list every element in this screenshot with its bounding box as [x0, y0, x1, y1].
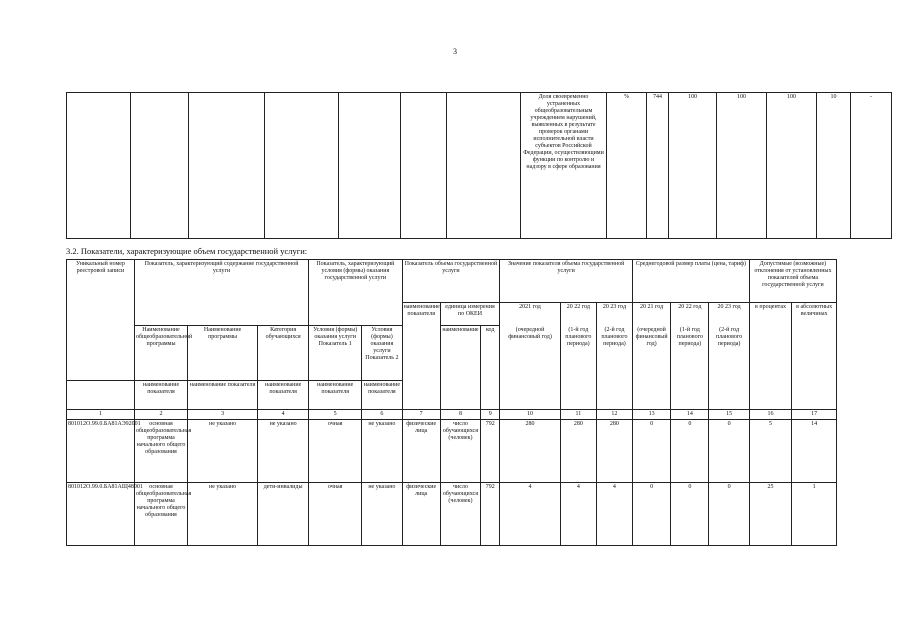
column-number-cell: 17: [792, 410, 837, 420]
column-number-cell: 2: [134, 410, 187, 420]
table-row: [67, 420, 837, 483]
data-cell: не указано: [188, 420, 258, 483]
column-number-cell: 1: [67, 410, 135, 420]
indicator-name-sub-header: наименование показателя: [134, 381, 187, 410]
year-2-sub-header: (1-й год планового периода): [560, 326, 596, 410]
indicator-name-sub-header: наименование показателя: [188, 381, 258, 410]
data-cell: 1: [792, 483, 837, 546]
data-cell: 280: [500, 420, 561, 483]
data-cell: 0: [632, 483, 670, 546]
program-name-header: Наименование общеобразовательной программы: [134, 326, 187, 381]
data-cell: 14: [792, 420, 837, 483]
column-number-cell: 16: [749, 410, 791, 420]
data-cell: физические лица: [402, 420, 440, 483]
deviation-percent-header: в процентах: [749, 303, 791, 410]
column-number-cell: 4: [258, 410, 309, 420]
fee-year-1-sub-header: (очередной финансовый год): [632, 326, 670, 410]
student-category-header: Категория обучающихся: [258, 326, 309, 381]
content-indicator-header: Показатель, характеризующий содержание государственной услуги: [134, 260, 308, 326]
header-row: [67, 260, 837, 303]
data-cell: не указано: [362, 420, 402, 483]
year-3-sub-header: (2-й год планового периода): [596, 326, 632, 410]
data-cell: 280: [596, 420, 632, 483]
data-cell: 792: [481, 483, 500, 546]
deviation-pct-cell: 10: [817, 93, 851, 239]
data-cell: не указано: [258, 420, 309, 483]
fee-year-3-header: 20 23 год: [709, 303, 749, 326]
data-cell: очная: [309, 483, 362, 546]
column-number-cell: 8: [440, 410, 480, 420]
empty-cell: [67, 381, 135, 410]
data-cell: физические лица: [402, 483, 440, 546]
data-cell: 4: [596, 483, 632, 546]
table-row: [67, 93, 892, 239]
data-cell: 0: [709, 420, 749, 483]
data-cell: 0: [671, 483, 709, 546]
unit-cell: %: [607, 93, 647, 239]
header-row: [67, 326, 837, 381]
volume-table: [66, 259, 837, 546]
data-cell: 25: [749, 483, 791, 546]
table-row: [67, 483, 837, 546]
data-cell: 0: [671, 420, 709, 483]
page-number: 3: [453, 47, 457, 56]
volume-value-header: Значение показателя объема государственной услуги: [500, 260, 633, 303]
data-cell: 792: [481, 420, 500, 483]
condition-2-header: Условия (формы) оказания услуги Показатель 2: [362, 326, 402, 381]
year-2-header: 20 22 год: [560, 303, 596, 326]
column-number-cell: 9: [481, 410, 500, 420]
column-number-cell: 12: [596, 410, 632, 420]
data-cell: 5: [749, 420, 791, 483]
volume-indicator-header: Показатель объема государственной услуги: [402, 260, 500, 303]
value-cell: 100: [767, 93, 817, 239]
column-numbers-row: [67, 410, 837, 420]
indicator-name-sub-header: наименование показателя: [258, 381, 309, 410]
indicator-name-header: наименование показателя: [402, 303, 440, 410]
value-cell: 100: [717, 93, 767, 239]
data-cell: 4: [500, 483, 561, 546]
unit-name-header: наименование: [440, 326, 480, 410]
deviation-absolute-header: в абсолютных величинах: [792, 303, 837, 410]
column-number-cell: 10: [500, 410, 561, 420]
fee-year-2-header: 20 22 год: [671, 303, 709, 326]
registry-number-cell: 801012О.99.0.БА81АЩ48001: [67, 483, 135, 546]
indicator-name-sub-header: наименование показателя: [309, 381, 362, 410]
fee-year-2-sub-header: (1-й год планового периода): [671, 326, 709, 410]
column-number-cell: 5: [309, 410, 362, 420]
data-cell: дети-инвалиды: [258, 483, 309, 546]
data-cell: 0: [709, 483, 749, 546]
column-number-cell: 11: [560, 410, 596, 420]
column-number-cell: 15: [709, 410, 749, 420]
year-1-sub-header: (очередной финансовый год): [500, 326, 561, 410]
data-cell: число обучающихся (человек): [440, 483, 480, 546]
conditions-indicator-header: Показатель, характеризующий условия (формы) оказания государственной услуги: [309, 260, 402, 326]
registry-number-cell: 801012О.99.0.БА81АЭ92001: [67, 420, 135, 483]
data-cell: не указано: [188, 483, 258, 546]
program-header: Наименование программы: [188, 326, 258, 381]
data-cell: 4: [560, 483, 596, 546]
year-3-header: 20 23 год: [596, 303, 632, 326]
data-cell: 0: [632, 420, 670, 483]
fee-year-3-sub-header: (2-й год планового периода): [709, 326, 749, 410]
unique-number-header: Уникальный номер реестровой записи: [67, 260, 135, 381]
data-cell: 280: [560, 420, 596, 483]
data-cell: не указано: [362, 483, 402, 546]
column-number-cell: 7: [402, 410, 440, 420]
column-number-cell: 3: [188, 410, 258, 420]
deviation-header: Допустимые (возможные) отклонения от установленных показателей объема государственной услуги: [749, 260, 836, 303]
indicator-cell: Доля своевременно устраненных общеобразовательным учреждением нарушений, выявленных в результате проверок органами исполнительной власти субъектов Российской Федерации, осуществляющими функции по контролю и надзору в сфере образования: [521, 93, 607, 239]
data-cell: основная общеобразовательная программа начального общего образования: [134, 483, 187, 546]
quality-table-continuation: [66, 92, 892, 239]
code-cell: 744: [647, 93, 669, 239]
column-number-cell: 13: [632, 410, 670, 420]
unit-okei-header: единица измерения по ОКЕИ: [440, 303, 499, 326]
unit-code-header: код: [481, 326, 500, 410]
column-number-cell: 14: [671, 410, 709, 420]
data-cell: очная: [309, 420, 362, 483]
year-1-header: 2021 год: [500, 303, 561, 326]
condition-1-header: Условия (формы) оказания услуги Показатель 1: [309, 326, 362, 381]
section-title: 3.2. Показатели, характеризующие объем государственной услуги:: [66, 246, 308, 256]
data-cell: основная общеобразовательная программа начального общего образования: [134, 420, 187, 483]
fee-header: Среднегодовой размер платы (цена, тариф): [632, 260, 749, 303]
column-number-cell: 6: [362, 410, 402, 420]
fee-year-1-header: 20 21 год: [632, 303, 670, 326]
indicator-name-sub-header: наименование показателя: [362, 381, 402, 410]
deviation-abs-cell: -: [851, 93, 892, 239]
value-cell: 100: [669, 93, 717, 239]
data-cell: число обучающихся (человек): [440, 420, 480, 483]
